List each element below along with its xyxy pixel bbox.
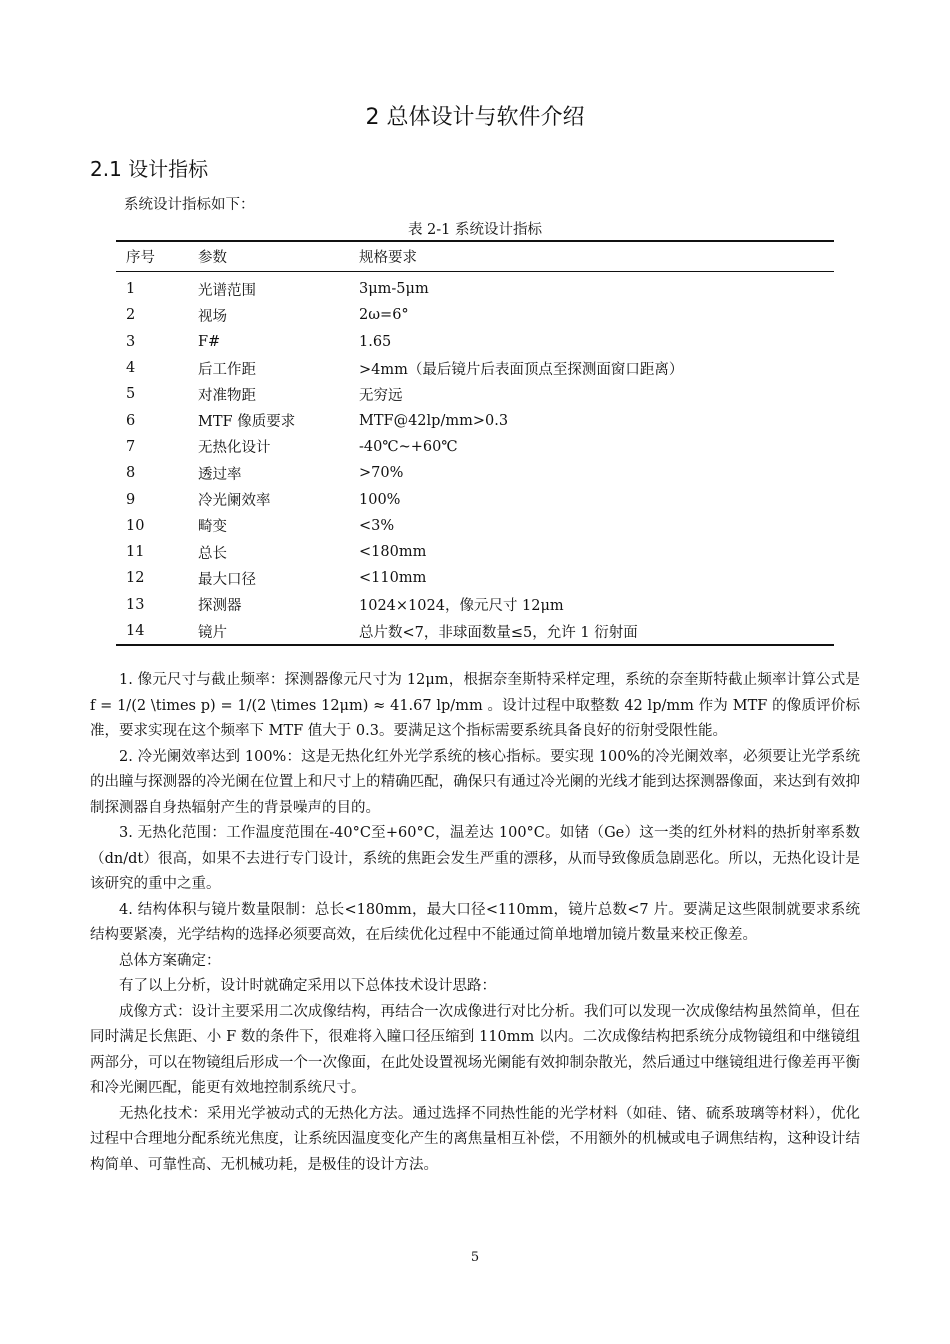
cell-index: 13 — [126, 596, 145, 613]
cell-requirement: <3% — [359, 517, 395, 534]
section-title: 2.1 设计指标 — [90, 157, 209, 181]
cell-index: 5 — [126, 386, 136, 403]
body-paragraph: 1. 像元尺寸与截止频率：探测器像元尺寸为 12μm，根据奈奎斯特采样定理，系统的奈奎斯特截止频率计算公式是 f = 1/(2 \times p) = 1/(2 \times 12μm) ≈ 41.67 lp/mm 。设计过程中取整数 42 lp/mm 作为 MTF 的像质评价标准，要求实现在这个频率下 MTF 值大于 0.3。要满足这个指标需要系统具备良好的衍射受限性能。 — [90, 672, 860, 739]
cell-parameter: 畸变 — [198, 519, 227, 536]
cell-requirement: 100% — [359, 491, 401, 508]
cell-parameter: 镜片 — [198, 624, 227, 641]
cell-index: 10 — [126, 517, 145, 534]
cell-parameter: 透过率 — [198, 466, 242, 483]
body-paragraph: 无热化技术：采用光学被动式的无热化方法。通过选择不同热性能的光学材料（如硅、锗、硫系玻璃等材料），优化过程中合理地分配系统光焦度，让系统因温度变化产生的离焦量相互补偿，不用额外的机械或电子调焦结构，这种设计结构简单、可靠性高、无机械功耗，是极佳的设计方法。 — [90, 1105, 860, 1173]
table-row — [116, 539, 834, 565]
chapter-title: 2 总体设计与软件介绍 — [365, 105, 585, 130]
table-row — [116, 381, 834, 407]
cell-index: 12 — [126, 570, 145, 587]
body-paragraph: 2. 冷光阑效率达到 100%：这是无热化红外光学系统的核心指标。要实现 100%的冷光阑效率，必须要让光学系统的出瞳与探测器的冷光阑在位置上和尺寸上的精确匹配，确保只有通过冷光阑的光线才能到达探测器像面，来达到有效抑制探测器自身热辐射产生的背景噪声的目的。 — [90, 748, 860, 816]
table-row — [116, 460, 834, 486]
cell-parameter: 最大口径 — [198, 571, 256, 588]
cell-index: 2 — [126, 307, 136, 324]
cell-parameter: MTF 像质要求 — [198, 414, 296, 431]
cell-index: 4 — [126, 360, 136, 377]
cell-index: 8 — [126, 465, 136, 482]
cell-requirement: <180mm — [359, 544, 427, 561]
cell-requirement: 总片数<7，非球面数量≤5，允许 1 衍射面 — [359, 624, 638, 641]
table-row — [116, 513, 834, 539]
table-row — [116, 329, 834, 355]
cell-requirement: <110mm — [359, 570, 427, 587]
cell-requirement: >4mm（最后镜片后表面顶点至探测面窗口距离） — [359, 361, 684, 378]
cell-parameter: 探测器 — [198, 598, 242, 615]
header-parameter: 参数 — [198, 250, 227, 266]
table-row — [116, 272, 834, 303]
table-body — [116, 272, 834, 646]
header-index: 序号 — [126, 250, 155, 266]
table-row — [116, 592, 834, 618]
spec-table — [116, 240, 834, 646]
cell-requirement: 1024×1024，像元尺寸 12μm — [359, 598, 564, 615]
cell-index: 3 — [126, 333, 136, 350]
cell-index: 9 — [126, 491, 136, 508]
table-row — [116, 302, 834, 328]
header-requirement: 规格要求 — [359, 250, 417, 266]
body-paragraph: 3. 无热化范围：工作温度范围在-40°C至+60°C，温差达 100°C。如锗（Ge）这一类的红外材料的热折射率系数（dn/dt）很高，如果不去进行专门设计，系统的焦距会发生严重的漂移，从而导致像质急剧恶化。所以，无热化设计是该研究的重中之重。 — [90, 825, 860, 892]
table-row — [116, 565, 834, 591]
cell-requirement: 3μm-5μm — [359, 281, 429, 298]
cell-parameter: 光谱范围 — [198, 282, 256, 299]
cell-parameter: 无热化设计 — [198, 440, 271, 457]
page-number: 5 — [470, 1250, 480, 1265]
cell-parameter: 冷光阑效率 — [198, 493, 271, 510]
cell-parameter: 对准物距 — [198, 387, 256, 404]
cell-requirement: 2ω=6° — [359, 307, 409, 324]
intro-text: 系统设计指标如下： — [124, 197, 255, 213]
body-paragraph: 有了以上分析，设计时就确定采用以下总体技术设计思路： — [119, 978, 496, 994]
cell-index: 11 — [126, 544, 145, 561]
cell-requirement: >70% — [359, 465, 404, 482]
table-caption: 表 2-1 系统设计指标 — [407, 222, 543, 238]
cell-parameter: 总长 — [198, 545, 227, 562]
cell-requirement: 无穷远 — [359, 387, 403, 404]
table-row — [116, 486, 834, 512]
cell-index: 1 — [126, 281, 136, 298]
cell-index: 7 — [126, 438, 136, 455]
cell-index: 14 — [126, 623, 145, 639]
body-text — [90, 668, 860, 1178]
table-row — [116, 355, 834, 381]
table-header-row — [116, 241, 834, 272]
table-row — [116, 407, 834, 433]
cell-parameter: 后工作距 — [198, 361, 256, 378]
table-row — [116, 618, 834, 645]
body-paragraph: 总体方案确定： — [119, 952, 221, 969]
cell-requirement: 1.65 — [359, 333, 392, 350]
cell-requirement: -40℃~+60℃ — [359, 438, 458, 455]
cell-requirement: MTF@42lp/mm>0.3 — [359, 412, 509, 429]
cell-parameter: F# — [198, 333, 221, 350]
cell-index: 6 — [126, 412, 136, 429]
body-paragraph: 4. 结构体积与镜片数量限制：总长<180mm，最大口径<110mm，镜片总数<7 片。要满足这些限制就要求系统结构要紧凑，光学结构的选择必须要高效，在后续优化过程中不能通过简单地增加镜片数量来校正像差。 — [90, 901, 860, 943]
cell-parameter: 视场 — [198, 308, 227, 325]
body-paragraph: 成像方式：设计主要采用二次成像结构，再结合一次成像进行对比分析。我们可以发现一次成像结构虽然简单，但在同时满足长焦距、小 F 数的条件下，很难将入瞳口径压缩到 110mm 以内。二次成像结构把系统分成物镜组和中继镜组两部分，可以在物镜组后形成一个一次像面，在此处设置视场光阑能有效抑制杂散光，然后通过中继镜组进行像差再平衡和冷光阑匹配，能更有效地控制系统尺寸。 — [90, 1003, 860, 1096]
table-row — [116, 434, 834, 460]
